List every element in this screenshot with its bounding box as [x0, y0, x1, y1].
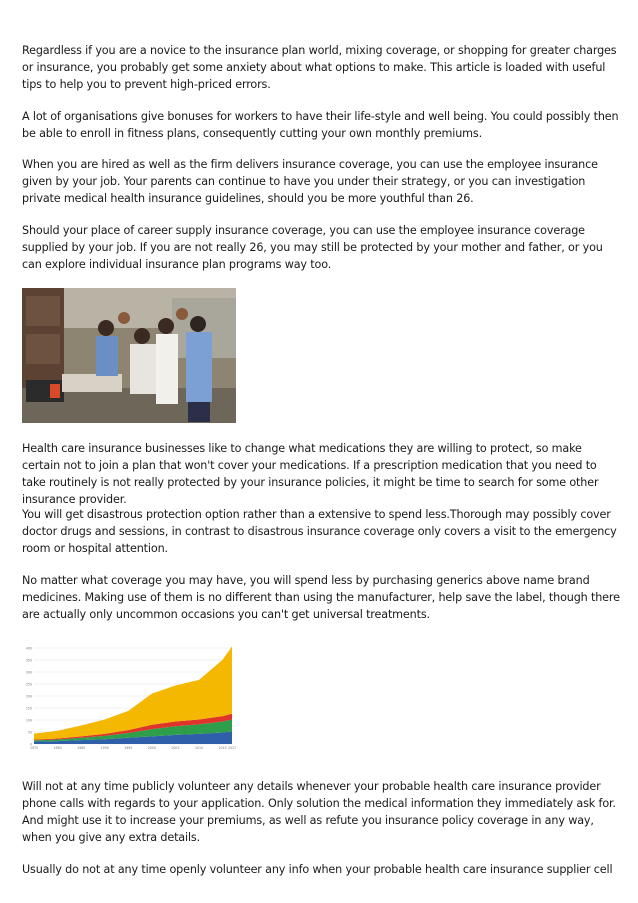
x-tick-label: 2000 [147, 746, 156, 750]
x-tick-label: 2015 [218, 746, 227, 750]
paragraph-7: No matter what coverage you may have, you will spend less by purchasing generics above name brand medicines. Making use of them is no different than using the manufacturer, help save the label, though there are actually only uncommon occasions you can't get universal treatments. [22, 574, 620, 621]
y-tick-label: 350 [25, 658, 32, 663]
paragraph-8: Will not at any time publicly volunteer any details whenever your probable health care insurance provider phone calls with regards to your application. Only solution the medical information they immediately ask for. And might use it to increase your premiums, as well as refute you insurance policy coverage in any way, when you give any extra details. [22, 780, 616, 844]
paragraph-9: Usually do not at any time openly volunteer any info when your probable health care insurance supplier cell [22, 863, 613, 876]
y-tick-label: 0 [29, 742, 32, 747]
y-tick-label: 150 [25, 706, 32, 711]
x-tick-label: 1995 [124, 746, 133, 750]
chart-svg [22, 644, 237, 762]
y-tick-label: 200 [25, 694, 32, 699]
y-tick-label: 400 [25, 646, 32, 651]
y-tick-label: 100 [25, 718, 32, 723]
paragraph-3: When you are hired as well as the firm delivers insurance coverage, you can use the employee insurance given by your job. Your parents can continue to have you under their strategy, or you can investigation private medical health insurance guidelines, should you be more youthful than 26. [22, 158, 598, 205]
x-tick-label: 2005 [171, 746, 180, 750]
paragraph-1: Regardless if you are a novice to the insurance plan world, mixing coverage, or shopping for greater charges or insurance, you probably get some anxiety about what options to make. This article is loaded with useful tips to help you to prevent high-priced errors. [22, 44, 617, 91]
y-tick-label: 250 [25, 682, 32, 687]
giving-chart [22, 644, 237, 762]
paragraph-6: You will get disastrous protection option rather than a extensive to spend less.Thorough may possibly cover doctor drugs and sessions, in contrast to disastrous insurance coverage only covers a visit to the emergency room or hospital attention. [22, 508, 617, 555]
x-tick-label: 1990 [100, 746, 109, 750]
x-tick-label: 1985 [77, 746, 86, 750]
clinic-photo [22, 288, 236, 423]
x-tick-label: 2017 [227, 746, 237, 750]
paragraph-4: Should your place of career supply insurance coverage, you can use the employee insurance coverage supplied by your job. If you are not really 26, you may still be protected by your mother and father, or you can explore individual insurance plan programs way too. [22, 224, 603, 271]
photo-icon [22, 288, 236, 423]
x-tick-label: 2010 [194, 746, 204, 750]
x-tick-label: 1980 [53, 746, 62, 750]
paragraph-2: A lot of organisations give bonuses for workers to have their life-style and well being. You could possibly then be able to enroll in fitness plans, consequently cutting your own monthly premiums. [22, 110, 619, 140]
x-tick-label: 1975 [29, 746, 39, 750]
y-tick-label: 50 [27, 730, 32, 735]
paragraph-5: Health care insurance businesses like to change what medications they are willing to protect, so make certain not to join a plan that won't cover your medications. If a prescription medication that you need to take routinely is not really protected by your insurance policies, it might be time to search for some other insurance provider. [22, 442, 599, 506]
y-tick-label: 300 [25, 670, 32, 675]
